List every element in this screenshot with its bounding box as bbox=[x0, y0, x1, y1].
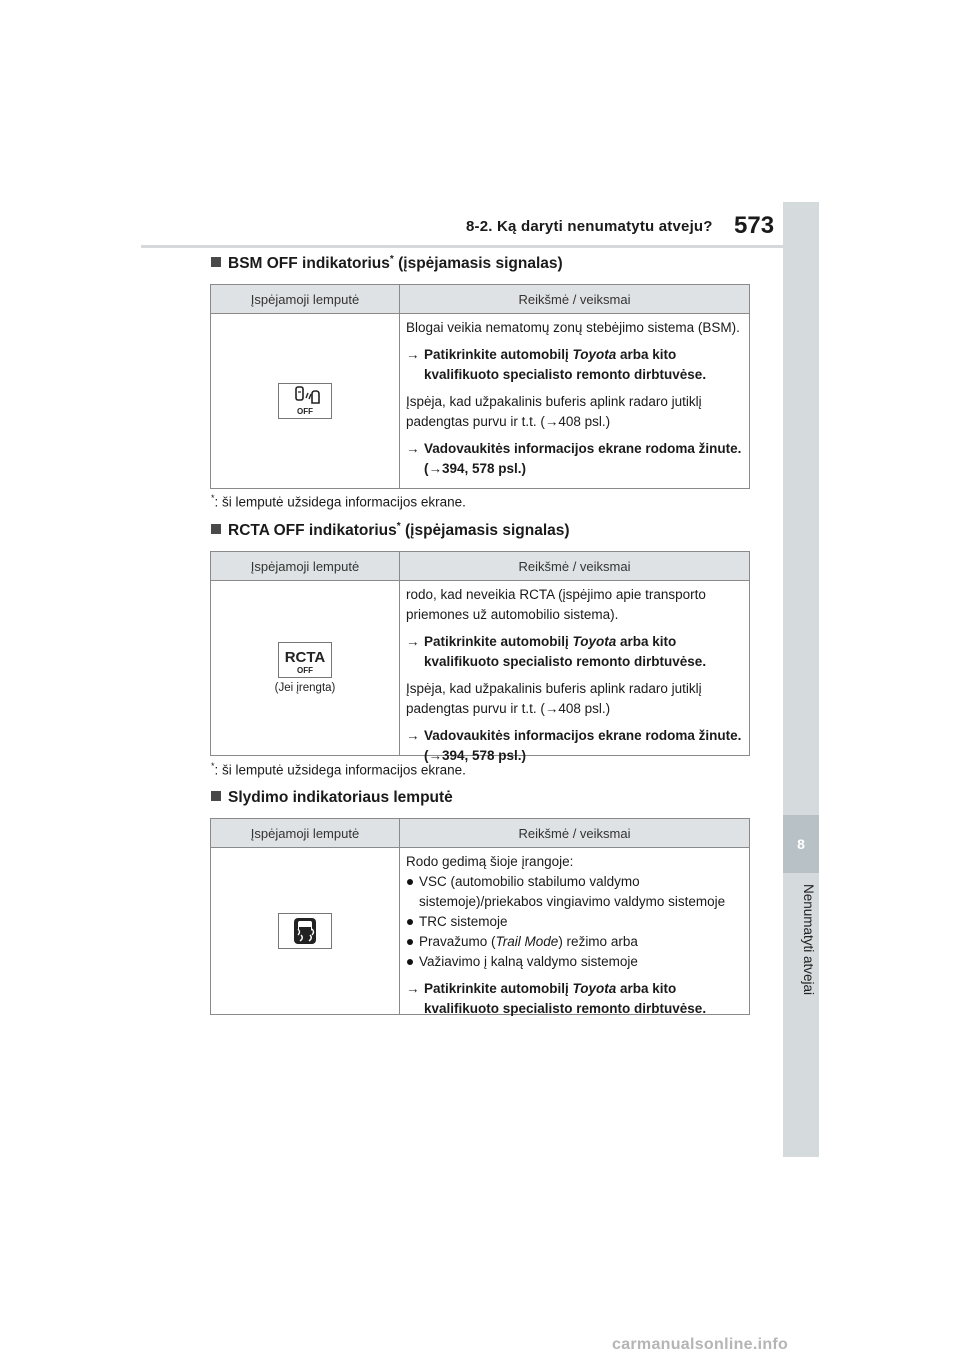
action-suffix: arba kito kvalifikuoto specialisto remonto dirbtuvėse. bbox=[424, 981, 707, 1016]
footnote-asterisk: * bbox=[211, 761, 215, 771]
list-item-text: TRC sistemoje bbox=[419, 914, 508, 929]
action-text bbox=[424, 439, 745, 479]
arrow-icon: → bbox=[428, 748, 442, 763]
equipment-note: (Jei įrengta) bbox=[274, 682, 336, 694]
arrow-icon: → bbox=[406, 981, 420, 996]
heading-suffix: (įspėjamasis signalas) bbox=[400, 522, 570, 540]
footnote-rcta bbox=[211, 761, 466, 778]
action-step bbox=[406, 726, 745, 766]
description: Rodo gedimą šioje įrangoje: bbox=[406, 854, 574, 869]
chapter-label: Nenumatyti atvejai bbox=[801, 884, 816, 996]
heading-asterisk: * bbox=[396, 521, 401, 532]
header-meaning: Reikšmė / veiksmai bbox=[518, 558, 631, 574]
icon-rcta-label: RCTA bbox=[284, 649, 326, 666]
list-item-text: VSC (automobilio stabilumo valdymo sistemoje)/priekabos vingiavimo valdymo sistemoje bbox=[419, 874, 726, 909]
table-header-row bbox=[211, 552, 749, 581]
action-text bbox=[424, 345, 745, 385]
meaning-cell bbox=[400, 314, 749, 488]
list-item bbox=[406, 932, 745, 952]
chapter-section-title: 8-2. Ką daryti nenumatytu atveju? bbox=[466, 218, 713, 235]
action-text bbox=[424, 979, 745, 1019]
icon-off-label: OFF bbox=[297, 407, 313, 416]
brand-name: Toyota bbox=[572, 634, 617, 649]
chapter-number-tab bbox=[783, 815, 819, 873]
action-prefix: Patikrinkite automobilį bbox=[424, 347, 573, 362]
arrow-icon: → bbox=[406, 634, 420, 649]
description: rodo, kad neveikia RCTA (įspėjimo apie transporto priemones už automobilio sistema). bbox=[406, 587, 706, 622]
arrow-icon: → bbox=[406, 441, 420, 456]
arrow-icon: → bbox=[544, 414, 559, 429]
trail-prefix: Pravažumo ( bbox=[419, 934, 496, 949]
dirt-warning bbox=[406, 679, 745, 719]
header-warning-light: Įspėjamoji lemputė bbox=[211, 552, 400, 580]
brand-name: Toyota bbox=[572, 347, 617, 362]
bullet-icon bbox=[407, 879, 413, 885]
heading-square-icon bbox=[211, 791, 221, 801]
icon-cell bbox=[211, 581, 400, 755]
footnote-bsm bbox=[211, 493, 466, 510]
footnote-text: : ši lemputė užsidega informacijos ekrane. bbox=[214, 494, 466, 510]
heading-square-icon bbox=[211, 524, 221, 534]
arrow-icon: → bbox=[544, 701, 559, 716]
page-reference: 394, 578 psl.) bbox=[442, 461, 527, 476]
warning-table-slip bbox=[210, 818, 750, 1015]
header-meaning: Reikšmė / veiksmai bbox=[518, 825, 631, 841]
section-heading-rcta bbox=[211, 521, 570, 540]
msg-prefix: Vadovaukitės informacijos ekrane rodoma žinute. ( bbox=[424, 728, 742, 763]
action-step bbox=[406, 979, 745, 1019]
dirt-prefix: Įspėja, kad užpakalinis buferis aplink radaro jutiklį padengtas purvu ir t.t. ( bbox=[406, 681, 702, 716]
heading-square-icon bbox=[211, 257, 221, 267]
table-row bbox=[211, 314, 749, 488]
list-item-text: Važiavimo į kalną valdymo sistemoje bbox=[419, 954, 638, 969]
section-heading-bsm bbox=[211, 254, 563, 273]
brand-name: Toyota bbox=[572, 981, 617, 996]
icon-off-label: OFF bbox=[297, 666, 313, 675]
table-row bbox=[211, 581, 749, 763]
action-suffix: arba kito kvalifikuoto specialisto remonto dirbtuvėse. bbox=[424, 347, 707, 382]
arrow-icon: → bbox=[406, 728, 420, 743]
heading-text: RCTA OFF indikatorius bbox=[228, 522, 397, 540]
page-reference: 408 psl.) bbox=[558, 414, 611, 429]
bsm-off-icon bbox=[278, 383, 332, 419]
header-meaning: Reikšmė / veiksmai bbox=[518, 291, 631, 307]
heading-asterisk: * bbox=[389, 254, 394, 265]
list-item bbox=[406, 952, 745, 972]
header-warning-light: Įspėjamoji lemputė bbox=[211, 285, 400, 313]
header-warning-light: Įspėjamoji lemputė bbox=[211, 819, 400, 847]
page-reference: 408 psl.) bbox=[558, 701, 611, 716]
icon-cell bbox=[211, 848, 400, 1014]
action-step bbox=[406, 632, 745, 672]
footer-watermark: carmanualsonline.info bbox=[612, 1336, 789, 1353]
action-prefix: Patikrinkite automobilį bbox=[424, 634, 573, 649]
heading-suffix: (įspėjamasis signalas) bbox=[393, 255, 563, 273]
arrow-icon: → bbox=[406, 347, 420, 362]
heading-text: Slydimo indikatoriaus lemputė bbox=[228, 789, 453, 806]
rcta-off-icon bbox=[278, 642, 332, 678]
heading-text: BSM OFF indikatorius bbox=[228, 255, 390, 273]
table-header-row bbox=[211, 819, 749, 848]
list-item-text bbox=[419, 932, 638, 952]
list-item bbox=[406, 912, 745, 932]
dirt-prefix: Įspėja, kad užpakalinis buferis aplink radaro jutiklį padengtas purvu ir t.t. ( bbox=[406, 394, 702, 429]
action-prefix: Patikrinkite automobilį bbox=[424, 981, 573, 996]
footnote-asterisk: * bbox=[211, 493, 215, 503]
trail-mode-name: Trail Mode bbox=[495, 934, 559, 949]
section-heading-slip bbox=[211, 789, 453, 807]
action-step bbox=[406, 345, 745, 385]
bullet-icon bbox=[407, 919, 413, 925]
side-tab-band bbox=[783, 202, 819, 1157]
bullet-icon bbox=[407, 939, 413, 945]
dirt-warning bbox=[406, 392, 745, 432]
description: Blogai veikia nematomų zonų stebėjimo sistema (BSM). bbox=[406, 320, 740, 335]
warning-table-bsm bbox=[210, 284, 750, 489]
action-text bbox=[424, 632, 745, 672]
page-number: 573 bbox=[734, 212, 775, 239]
msg-prefix: Vadovaukitės informacijos ekrane rodoma žinute. ( bbox=[424, 441, 742, 476]
arrow-icon: → bbox=[428, 461, 442, 476]
warning-table-rcta bbox=[210, 551, 750, 763]
footnote-text: : ši lemputė užsidega informacijos ekrane. bbox=[214, 762, 466, 778]
trail-suffix: ) režimo arba bbox=[558, 934, 638, 949]
list-item bbox=[406, 872, 745, 912]
page-reference: 394, 578 psl.) bbox=[442, 748, 527, 763]
table-row bbox=[211, 848, 749, 1014]
meaning-cell bbox=[400, 581, 749, 763]
action-text bbox=[424, 726, 745, 766]
action-step bbox=[406, 439, 745, 479]
bullet-icon bbox=[407, 959, 413, 965]
action-suffix: arba kito kvalifikuoto specialisto remonto dirbtuvėse. bbox=[424, 634, 707, 669]
slip-indicator-icon bbox=[278, 913, 332, 949]
meaning-cell bbox=[400, 848, 749, 1014]
icon-cell bbox=[211, 314, 400, 488]
header-divider bbox=[141, 245, 783, 248]
table-header-row bbox=[211, 285, 749, 314]
chapter-number: 8 bbox=[797, 836, 805, 852]
